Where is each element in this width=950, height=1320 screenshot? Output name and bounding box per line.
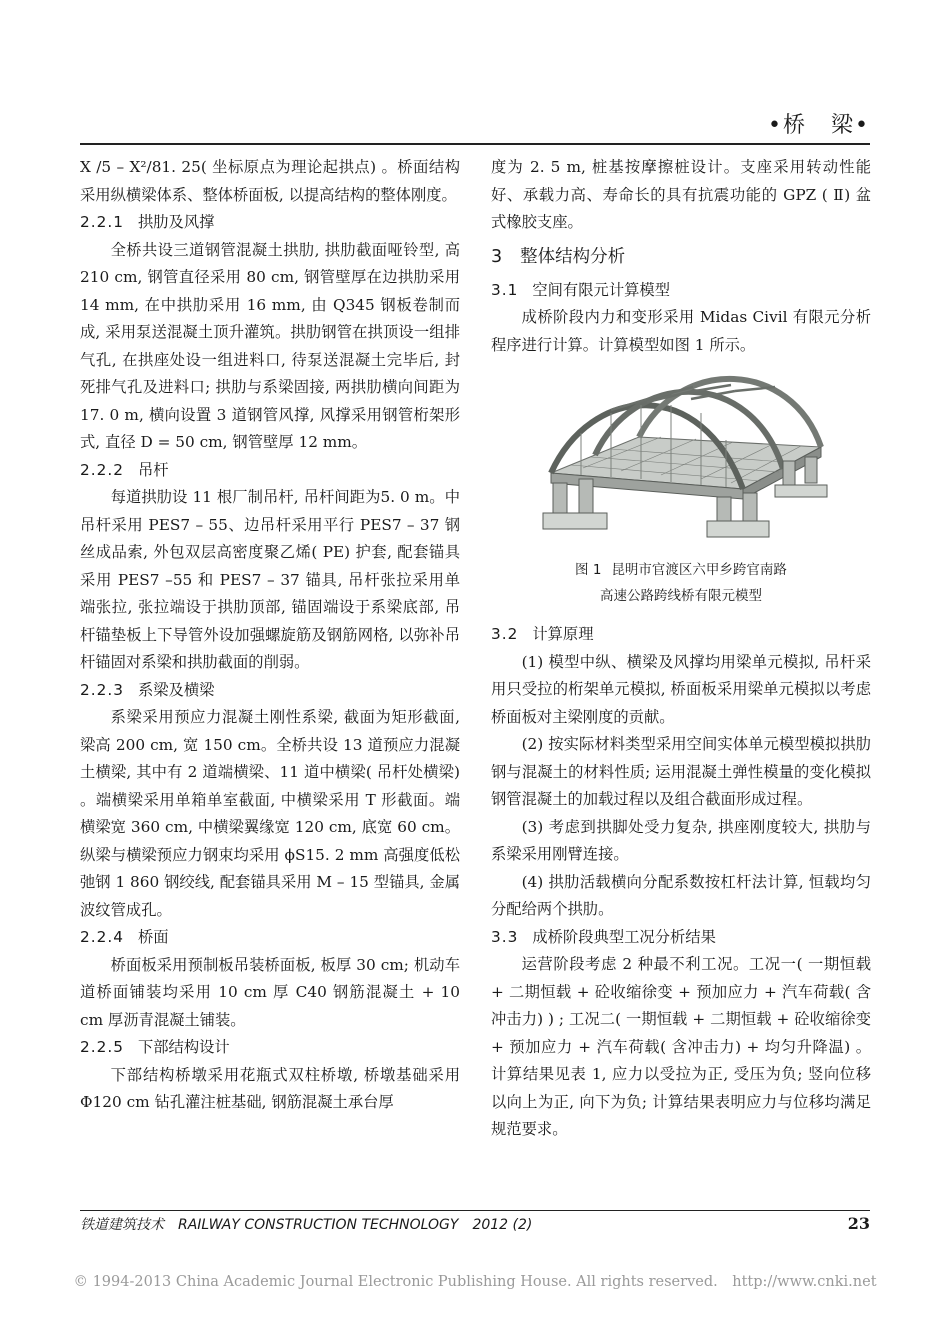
- page-number: 23: [847, 1214, 870, 1233]
- heading-3-2: [491, 621, 871, 649]
- paragraph-substructure: 下部结构桥墩采用花瓶式双柱桥墩, 桥墩基础采用 Φ120 cm 钻孔灌注桩基础, 钢筋混凝土承台厚: [80, 1065, 460, 1111]
- heading-number: 2.2.4: [80, 928, 124, 946]
- heading-number: 3: [491, 246, 503, 267]
- heading-number: 2.2.3: [80, 680, 124, 699]
- right-column: [491, 154, 871, 1144]
- paragraph-tie-beams: 系梁采用预应力混凝土刚性系梁, 截面为矩形截面, 梁高 200 cm, 宽 150 cm。全桥共设 13 道预应力混凝土横梁, 其中有 2 道端横梁、11 道中横梁( 吊杆处横梁) 。端横梁采用单箱单室截面, 中横梁采用 T 形截面。端横梁宽 360 cm, 中横梁翼缘宽 120 cm, 底宽 60 cm。纵梁与横梁预应力钢束均采用 ϕS15. 2 mm 高强度低松弛钢 1 860 钢绞线, 配套锚具采用 M – 15 型锚具, 金属波纹管成孔。: [80, 708, 460, 919]
- paragraph-principle-3: (3) 考虑到拱脚处受力复杂, 拱座刚度较大, 拱肋与系梁采用刚臂连接。: [491, 817, 871, 863]
- section-tag: •桥 梁•: [768, 113, 870, 138]
- heading-3-3: [491, 924, 871, 952]
- copyright-notice: © 1994-2013 China Academic Journal Electronic Publishing House. All rights reserved. http://www.cnki.net: [73, 1274, 877, 1290]
- heading-title: 计算原理: [532, 625, 594, 643]
- journal-name: 铁道建筑技术 RAILWAY CONSTRUCTION TECHNOLOGY 2012 (2): [80, 1217, 533, 1233]
- heading-title: 下部结构设计: [137, 1038, 230, 1056]
- heading-number: 2.2.1: [80, 213, 124, 231]
- heading-number: 3.2: [491, 625, 519, 643]
- heading-title: 空间有限元计算模型: [532, 280, 671, 299]
- heading-2-2-4: [80, 924, 460, 952]
- heading-3-1: [491, 277, 871, 305]
- paragraph-principle-1: (1) 模型中纵、横梁及风撑均用梁单元模拟, 吊杆采用只受拉的桁架单元模拟, 桥面板采用梁单元模拟以考虑桥面板对主梁刚度的贡献。: [491, 652, 871, 726]
- heading-title: 吊杆: [137, 460, 169, 479]
- heading-2-2-2: [80, 457, 460, 485]
- figure-caption-line2: 高速公路跨线桥有限元模型: [600, 588, 762, 604]
- heading-title: 桥面: [137, 928, 169, 946]
- heading-title: 整体结构分析: [520, 246, 626, 267]
- heading-3: [491, 237, 871, 277]
- paragraph-hangers: 每道拱肋设 11 根厂制吊杆, 吊杆间距为5. 0 m。中吊杆采用 PES7 – 55、边吊杆采用平行 PES7 – 37 钢丝成品索, 外包双层高密度聚乙烯( PE) 护套, 配套锚具采用 PES7 –55 和 PES7 – 37 锚具, 吊杆张拉采用单端张拉, 张拉端设于拱肋顶部, 锚固端设于系梁底部, 吊杆锚垫板上下导管外设加强螺旋筋及钢筋网格, 以弥补吊杆锚固对系梁和拱肋截面的削弱。: [80, 488, 460, 671]
- intro-paragraph: X /5 – X²/81. 25( 坐标原点为理论起拱点) 。桥面结构采用纵横梁体系、整体桥面板, 以提高结构的整体刚度。: [80, 158, 460, 204]
- continued-paragraph: 度为 2. 5 m, 桩基按摩擦桩设计。支座采用转动性能好、承载力高、寿命长的具有抗震功能的 GPZ ( Ⅱ) 盆式橡胶支座。: [491, 158, 871, 231]
- heading-number: 3.1: [491, 280, 519, 299]
- figure-caption-line1: 昆明市官渡区六甲乡跨官南路: [611, 562, 787, 578]
- heading-number: 2.2.5: [80, 1038, 124, 1056]
- paragraph-load-cases: 运营阶段考虑 2 种最不利工况。工况一( 一期恒载 + 二期恒载 + 砼收缩徐变 + 预加应力 + 汽车荷载( 含冲击力) ) ; 工况二( 一期恒载 + 二期恒载 + 砼收缩徐变 + 预加应力 + 汽车荷载( 含冲击力) + 均匀升降温) 。计算结果见表 1, 应力以受拉为正, 受压为负; 竖向位移以向上为正, 向下为负; 计算结果表明应力与位移均满足规范要求。: [491, 955, 871, 1138]
- paragraph-fe-model: 成桥阶段内力和变形采用 Midas Civil 有限元分析程序进行计算。计算模型如图 1 所示。: [491, 308, 871, 354]
- heading-title: 成桥阶段典型工况分析结果: [532, 927, 716, 946]
- heading-2-2-5: [80, 1034, 460, 1062]
- bridge-model-image: [521, 365, 841, 545]
- figure-label: 图 1: [575, 562, 602, 578]
- heading-2-2-1: [80, 209, 460, 237]
- header-rule: [80, 143, 870, 145]
- heading-title: 系梁及横梁: [137, 680, 215, 699]
- heading-2-2-3: [80, 677, 460, 705]
- figure-caption: [491, 557, 871, 609]
- paragraph-arch-ribs: 全桥共设三道钢管混凝土拱肋, 拱肋截面哑铃型, 高 210 cm, 钢管直径采用 80 cm, 钢管壁厚在边拱肋采用 14 mm, 在中拱肋采用 16 mm, 由 Q345 钢板卷制而成, 采用泵送混凝土顶升灌筑。拱肋钢管在拱顶设一组排气孔, 在拱座处设一组进料口, 待泵送混凝土完毕后, 封死排气孔及进料口; 拱肋与系梁固接, 两拱肋横向间距为 17. 0 m, 横向设置 3 道钢管风撑, 风撑采用钢管桁架形式, 直径 D = 50 cm, 钢管壁厚 12 mm。: [80, 240, 460, 451]
- paragraph-principle-4: (4) 拱肋活载横向分配系数按杠杆法计算, 恒载均匀分配给两个拱肋。: [491, 872, 871, 918]
- heading-title: 拱肋及风撑: [137, 213, 215, 231]
- paragraph-principle-2: (2) 按实际材料类型采用空间实体单元模型模拟拱肋钢与混凝土的材料性质; 运用混凝土弹性模量的变化模拟钢管混凝土的加载过程以及组合截面形成过程。: [491, 735, 871, 808]
- paragraph-deck: 桥面板采用预制板吊装桥面板, 板厚 30 cm; 机动车道桥面铺装均采用 10 cm 厚 C40 钢筋混凝土 + 10 cm 厚沥青混凝土铺装。: [80, 955, 460, 1029]
- figure-1: [491, 365, 871, 609]
- heading-number: 3.3: [491, 927, 519, 946]
- left-column: [80, 154, 460, 1117]
- heading-number: 2.2.2: [80, 460, 124, 479]
- footer-rule: [80, 1210, 870, 1211]
